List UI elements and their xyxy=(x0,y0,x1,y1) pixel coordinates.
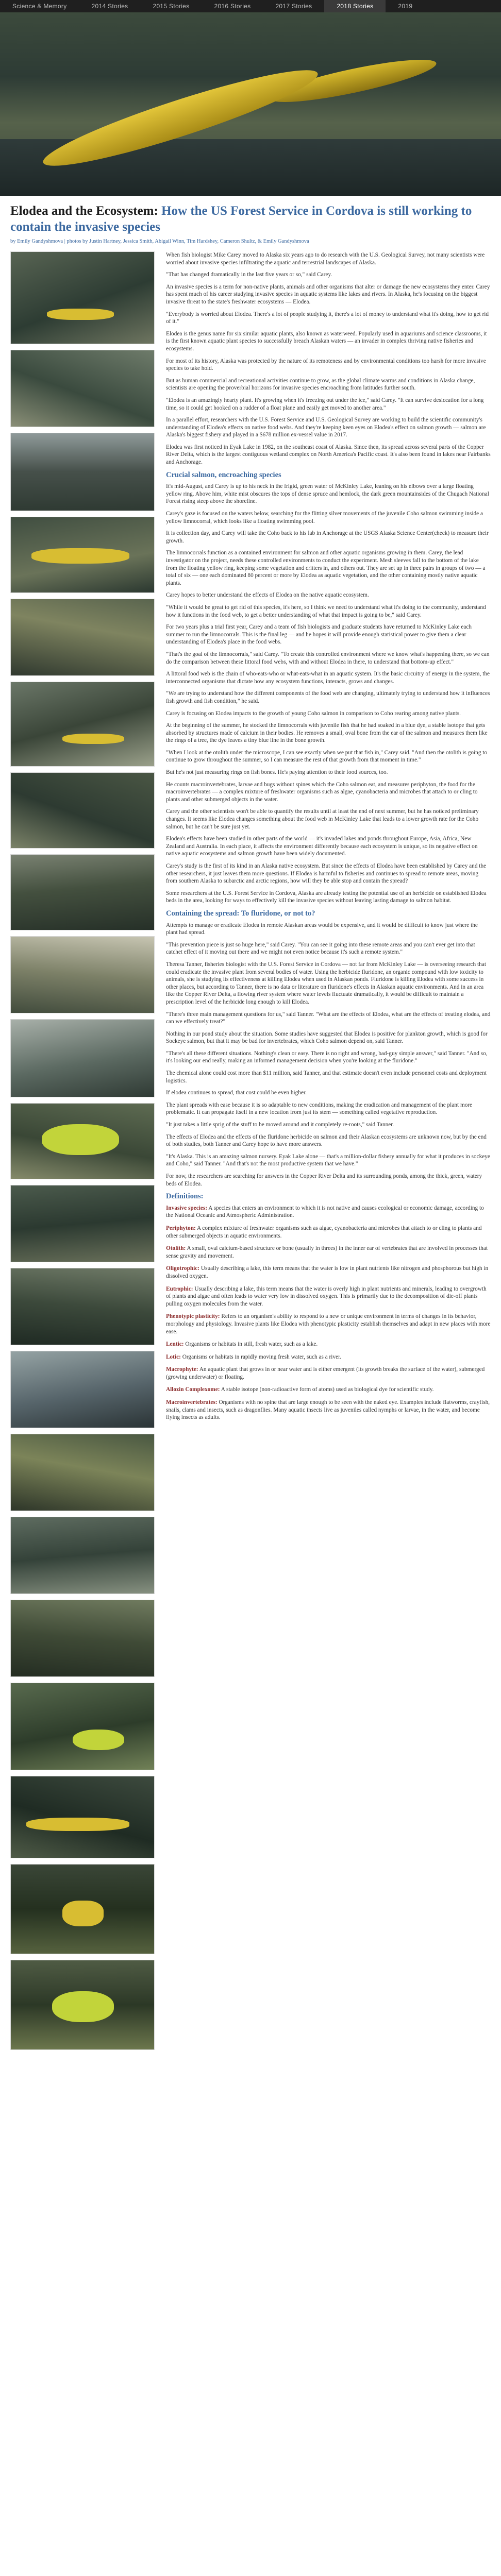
paragraph: For two years plus a trial first year, Carey and a team of fish biologists and graduate students have returned to McKinley Lake each summer to run the limnocorrals. This is the final leg — and he hopes it will provide enough statistical power to give them a clear understanding of Elodea's place in the food webs. xyxy=(166,624,472,646)
definition-item xyxy=(166,1386,491,1394)
nav-tab-2018[interactable]: 2018 Stories xyxy=(324,0,386,12)
definition-term: Macrophyte: xyxy=(166,1366,198,1373)
definition-term: Eutrophic: xyxy=(166,1285,193,1292)
photo-shoreline xyxy=(10,1019,155,1097)
definition-text: Refers to an organism's ability to respond to a new or unique environment in terms of changes in its behavior, morphology and physiology. Invasive plants like Elodea with phenotypic plasticity establish themselves and adapt in new places with more ease. xyxy=(166,1313,491,1335)
paragraph: Carey's gaze is focused on the waters below, searching for the flitting silver movements of the juvenile Coho salmon swimming inside a yellow limnocorral, which looks like a floating swimming pool. xyxy=(166,511,483,524)
article-title-sub: How the US Forest Service in Cordova is still working to contain the invasive species xyxy=(10,204,472,234)
photo-sampling xyxy=(10,854,155,930)
paragraph: "This prevention piece is just so huge here," said Carey. "You can see it going into these remote areas and you can't ever get into that catchet effect of it moving out there and we might not even notice because it's such a remote system." xyxy=(166,941,475,956)
paragraph: "While it would be great to get rid of this species, it's here, so I think we need to understand what it's doing to the community, understand how it functions in the food web, to get a better understanding of what that impact is going to be," said Carey. xyxy=(166,604,486,618)
paragraph: Theresa Tanner, fisheries biologist with the U.S. Forest Service in Cordova — not far from McKinley Lake — is overseeing research that could eradicate the invasive plant from several bodies of water. Using the herbicide fluridone, an organic compound with low toxicity to animals, she is studying its effectiveness at killing Elodea when used in Alaskan ponds. Fluridone is killing Elodea with some success in other places, but according to Tanner, there is no data or literature on fluridone's effects in Alaskan aquatic environments. And in an area like the Copper River Delta, a flowing river system where water levels fluctuate dramatically, it would be difficult to maintain a prescription level of the herbicide long enough to kill Elodea. xyxy=(166,961,486,1005)
definition-text: Organisms or habitats in still, fresh water, such as a lake. xyxy=(185,1341,318,1348)
paragraph: "We are trying to understand how the different components of the food web are changing, ultimately trying to understand how it influences fish growth and fish condition," he said. xyxy=(166,690,490,704)
paragraph: For now, the researchers are searching for answers in the Copper River Delta and its surrounding ponds, among the thick, green, watery beds of Elodea. xyxy=(166,1173,482,1187)
paragraph: A littoral food web is the chain of who-eats-who or what-eats-what in an aquatic system. It's the basic circuitry of energy in the system, the interconnected organisms that dictate how any ecosystem functions, interacts, grows and changes. xyxy=(166,671,490,685)
section-heading-salmon: Crucial salmon, encroaching species xyxy=(166,470,281,479)
definition-term: Macroinvertebrates: xyxy=(166,1399,218,1406)
paragraph: Elodea's effects have been studied in other parts of the world — it's invaded lakes and ponds throughout Europe, Asia, Africa, New Zealand and Australia. In each place, it affects the environment differently because each ecosystem is unique, so its negative effect on native aquatic ecosystems and salmon growth have been widely documented. xyxy=(166,836,478,857)
paragraph: If elodea continues to spread, that cost could be even higher. xyxy=(166,1090,307,1096)
paragraph: In a parallel effort, researchers with the U.S. Forest Service and U.S. Geological Survey are working to build the scientific community's understanding of Elodea's effects on native food webs. And they're keeping keen eyes on Elodea's effect on salmon growth — salmon are Alaska's biggest fishery and played in a $678 million ex-vessel value in 2017. xyxy=(166,417,486,438)
photo-lab xyxy=(10,936,155,1013)
definition-item xyxy=(166,1313,491,1335)
photo-wading xyxy=(10,599,155,676)
definition-term: Lentic: xyxy=(166,1341,184,1348)
photo-fish xyxy=(10,1185,155,1262)
definition-item xyxy=(166,1341,491,1348)
article-body xyxy=(0,251,501,2056)
paragraph: It's mid-August, and Carey is up to his neck in the frigid, green water of McKinley Lake, leaning on his elbows over a large floating yellow ring. Above him, white mist obscures the tops of dense spruce and hemlock, the dark green mountainsides of the Chugach National Forest rising steep above the shoreline. xyxy=(166,483,489,505)
paragraph: At the beginning of the summer, he stocked the limnocorrals with juvenile fish that he had soaked in a blue dye, a stable isotope that gets absorbed by structures made of calcium in their bodies. He removes a small, oval bone from the ear of the salmon and measures them like the rings of a tree, the dye leaves a tiny blue line in the bone growth. xyxy=(166,722,488,744)
paragraph: Carey and the other scientists won't be able to quantify the results until at least the end of next summer, but he has noticed preliminary changes. It seems like Elodea changes something about the food web in McKinley Lake that leads to a lower growth rate for the Coho salmon, but he can't be sure just yet. xyxy=(166,808,479,830)
photo-net xyxy=(10,772,155,849)
definition-item xyxy=(166,1285,491,1308)
paragraph: Carey hopes to better understand the effects of Elodea on the native aquatic ecosystem. xyxy=(166,592,369,599)
photo-mist xyxy=(10,433,155,511)
photo-elodea-closeup xyxy=(10,1103,155,1179)
definition-item xyxy=(166,1265,491,1280)
definition-item xyxy=(166,1366,491,1381)
nav-tab-science-memory[interactable]: Science & Memory xyxy=(12,3,67,10)
photo-plants xyxy=(10,1434,155,1511)
photo-survey xyxy=(10,1517,155,1594)
definition-item xyxy=(166,1205,491,1219)
photo-limnocorral xyxy=(10,517,155,593)
paragraph: Some researchers at the U.S. Forest Service in Cordova, Alaska are already testing the potential use of an herbicide on established Elodea beds in the area, looking for ways to effectively kill the invasive species without leaving lasting damage to salmon habitat. xyxy=(166,890,487,904)
paragraph: Elodea was first noticed in Eyak Lake in 1982, on the southeast coast of Alaska. Since then, its spread across several parts of the Copper River Delta, which is the largest contiguous wetland complex on North America's Pacific coast. It's also been found in lakes near Fairbanks and Anchorage. xyxy=(166,444,491,466)
definition-text: Usually describing a lake, this term means that the water is overly high in plant nutrients and minerals, leading to overgrowth of plants and algae and often leads to water very low in dissolved oxygen. This is primarily due to the decomposition of die-off plants pulling oxygen molecules from the water. xyxy=(166,1285,487,1307)
photo-forest xyxy=(10,1600,155,1677)
definition-term: Otolith: xyxy=(166,1245,186,1252)
photo-scientist xyxy=(10,1864,155,1954)
definition-text: An aquatic plant that grows in or near water and is either emergent (its growth breaks the surface of the water), submerged (growing underwater) or floating. xyxy=(166,1366,485,1380)
definition-text: A stable isotope (non-radioactive form of atoms) used as biological dye for scientific study. xyxy=(221,1386,434,1393)
definition-item xyxy=(166,1245,491,1260)
nav-tab-2019[interactable]: 2019 xyxy=(398,3,413,10)
article-byline: by Emily Gandyshmova | photos by Justin Hartney, Jessica Smith, Abigail Winn, Tim Hardshey, Cameron Shultz, & Emily Gandyshmova xyxy=(10,239,309,244)
paragraph: Nothing in our pond study about the situation. Some studies have suggested that Elodea is positive for plankton growth, which is good for Sockeye salmon, but that it may be bad for invertebrates, which Coho salmon depend on, said Tanner. xyxy=(166,1030,488,1045)
paragraph: When fish biologist Mike Carey moved to Alaska six years ago to do research with the U.S. Geological Survey, not many scientists were worried about invasive species infiltrating the aquatic and terrestrial landscapes of Alaska. xyxy=(166,252,485,266)
article xyxy=(0,196,501,2056)
article-title-main: Elodea and the Ecosystem: xyxy=(10,204,158,218)
photo-river xyxy=(10,1351,155,1428)
definition-text: Usually describing a lake, this term means that the water is low in plant nutrients like nitrogen and phosphorous but high in dissolved oxygen. xyxy=(166,1265,489,1279)
article-title xyxy=(10,203,491,235)
definition-term: Allozin Complexome: xyxy=(166,1386,220,1393)
definition-term: Lotic: xyxy=(166,1353,181,1360)
photo-kayaker xyxy=(10,1776,155,1858)
paragraph: "Everybody is worried about Elodea. There's a lot of people studying it, there's a lot of money to understand what it's doing, how to get rid of it." xyxy=(166,311,489,325)
definition-item xyxy=(166,1399,491,1421)
photo-researchers xyxy=(10,350,155,427)
paragraph: Carey is focusing on Elodea impacts to the growth of young Coho salmon in comparison to Coho rearing among native plants. xyxy=(166,710,461,717)
text-column xyxy=(155,251,491,2056)
nav-tab-2014[interactable]: 2014 Stories xyxy=(91,3,128,10)
paragraph: An invasive species is a term for non-native plants, animals and other organisms that alter or damage the new ecosystems they enter. Carey has spent much of his career studying invasive species in aquatic systems like lakes and rivers. In Alaska, he's focusing on the biggest invasive threat to the state's freshwater ecosystems — Elodea. xyxy=(166,283,490,305)
paragraph: The chemical alone could cost more than $11 million, said Tanner, and that estimate doesn't even include personnel costs and deployment logistics. xyxy=(166,1070,487,1084)
paragraph: "It's Alaska. This is an amazing salmon nursery. Eyak Lake alone — that's a million-dollar fishery annually for what it produces in sockeye and Coho," said Tanner. "And that's not the most productive system that we have." xyxy=(166,1153,490,1167)
paragraph: Carey's study is the first of its kind in an Alaska native ecosystem. But since the effects of Elodea have been established by Carey and the other researchers, it just leaves them more questions. If Elodea is harmful to fisheries and continues to spread to remote areas, moving from southern Alaska to subarctic and arctic regions, how will they be able stop and contain the spread? xyxy=(166,863,487,885)
paragraph: But he's not just measuring rings on fish bones. He's paying attention to their food sources, too. xyxy=(166,769,388,776)
paragraph: "There's three main management questions for us," said Tanner. "What are the effects of Elodea, what are the effects of treating elodea, and can we effectively treat?" xyxy=(166,1011,491,1025)
definition-text: A complex mixture of freshwater organisms such as algae, cyanobacteria and microbes that attach to or cling to plants and other submerged objects in aquatic environments. xyxy=(166,1225,482,1239)
paragraph: Attempts to manage or eradicate Elodea in remote Alaskan areas would be expensive, and it would be difficult to know just where the plant had spread. xyxy=(166,922,478,936)
definition-text: A species that enters an environment to which it is not native and causes ecological or economic damage, according to the National Oceanic and Atmospheric Administration. xyxy=(166,1205,484,1219)
nav-tab-2016[interactable]: 2016 Stories xyxy=(214,3,251,10)
paragraph: "That has changed dramatically in the last five years or so," said Carey. xyxy=(166,272,332,278)
paragraph: The plant spreads with ease because it is so adaptable to new conditions, making the eradication and management of the plant more problematic. It can propagate itself in a new location from just its stem — something called vegetative reproduction. xyxy=(166,1101,473,1116)
nav-tab-2017[interactable]: 2017 Stories xyxy=(275,3,312,10)
paragraph: "Elodea is an amazingly hearty plant. It's growing when it's freezing out under the ice," said Carey. "It can survive desiccation for a long time, so it could get hooked on a rudder of a float plane and easily get moved to another area." xyxy=(166,397,484,411)
definition-term: Oligotrophic: xyxy=(166,1265,200,1272)
paragraph: "When I look at the otolith under the microscope, I can see exactly when we put that fish in," Carey said. "And then the otolith is going to continue to grow throughout the summer, so I can measure the rest of that growth from that moment in time." xyxy=(166,749,488,764)
section-heading-containing: Containing the spread: To fluridone, or not to? xyxy=(166,909,315,918)
definition-term: Periphyton: xyxy=(166,1225,196,1231)
definition-text: Organisms with no spine that are large enough to be seen with the naked eye. Examples include flatworms, crayfish, snails, clams and insects, such as dragonflies. Many aquatic insects live as juveniles called nymphs or larvae, in the water, and become flying insects as adults. xyxy=(166,1399,490,1421)
photo-field-crew xyxy=(10,1960,155,2050)
paragraph: He counts macroinvertebrates, larvae and bugs without spines which the Coho salmon eat, and measures periphyton, the food for the macroinvertebrates — a complex mixture of freshwater organisms such as algae, cyanobacteria and microbes that attach to or cling to plants and other submerged objects in the water. xyxy=(166,781,478,803)
definition-term: Invasive species: xyxy=(166,1205,208,1211)
photo-delta xyxy=(10,1683,155,1770)
photo-column xyxy=(10,251,155,2056)
nav-tab-2015[interactable]: 2015 Stories xyxy=(153,3,190,10)
paragraph: "There's all these different situations. Nothing's clean or easy. There is no right and wrong, bad-guy simple answer," said Tanner. "And so, it's looking our end really, making an informed management decision when you're looking at the fluridone." xyxy=(166,1050,488,1064)
paragraph: "It just takes a little sprig of the stuff to be moved around and it completely re-roots," said Tanner. xyxy=(166,1122,394,1128)
paragraph: Elodea is the genus name for six similar aquatic plants, also known as waterweed. Popularly used in aquariums and science classrooms, it is the first known aquatic plant species to successfully breach Alaskan waters — an invader in complex thriving native fisheries and ecosystems. xyxy=(166,330,487,352)
paragraph: The effects of Elodea and the effects of the fluridone herbicide on salmon and their Alaskan ecosystems are unknown now, but by the end of both studies, both Tanner and Carey hope to have more answers. xyxy=(166,1133,487,1148)
definition-text: Organisms or habitats in rapidly moving fresh water, such as a river. xyxy=(182,1353,342,1360)
top-navigation xyxy=(0,0,501,12)
section-heading-definitions: Definitions: xyxy=(166,1192,204,1201)
definition-item xyxy=(166,1353,491,1361)
paragraph: "That's the goal of the limnocorrals," said Carey. "To create this controlled environment where we know what's happening there, so we can do the comparison between these littoral food webs, with and without Elodea in there, to understand that bottom-up effect." xyxy=(166,651,490,665)
hero-image xyxy=(0,12,501,196)
paragraph: For most of its history, Alaska was protected by the nature of its remoteness and by environmental conditions too harsh for more invasive species to take hold. xyxy=(166,358,486,372)
definition-item xyxy=(166,1225,491,1240)
photo-lake xyxy=(10,251,155,344)
article-header xyxy=(0,196,501,238)
paragraph: But as human commercial and recreational activities continue to grow, as the global climate warms and conditions in Alaska change, scientists are opening the proverbial horizons for invasive species encroaching from latitudes further south. xyxy=(166,377,475,392)
photo-pond xyxy=(10,1268,155,1345)
paragraph: It is collection day, and Carey will take the Coho back to his lab in Anchorage at the USGS Alaska Science Center(check) to measure their growth. xyxy=(166,530,489,544)
paragraph: The limnocorrals function as a contained environment for salmon and other aquatic organisms growing in them. Carey, the lead investigator on the project, needs these controlled environments to conduct the experiment. Mesh sleeves fall to the bottom of the lake from the floating yellow ring, keeping some vegetation and critters in, and others out. They are set up in three pairs in groups of two — a total of six — one each dominated 80 percent or more by Elodea as aquatic vegetation, and the other containing mostly native aquatic plants. xyxy=(166,550,486,586)
photo-boat xyxy=(10,682,155,767)
definition-text: A small, oval calcium-based structure or bone (usually in threes) in the inner ear of vertebrates that are involved in processes that sense gravity and movement. xyxy=(166,1245,488,1259)
definition-term: Phenotypic plasticity: xyxy=(166,1313,220,1320)
